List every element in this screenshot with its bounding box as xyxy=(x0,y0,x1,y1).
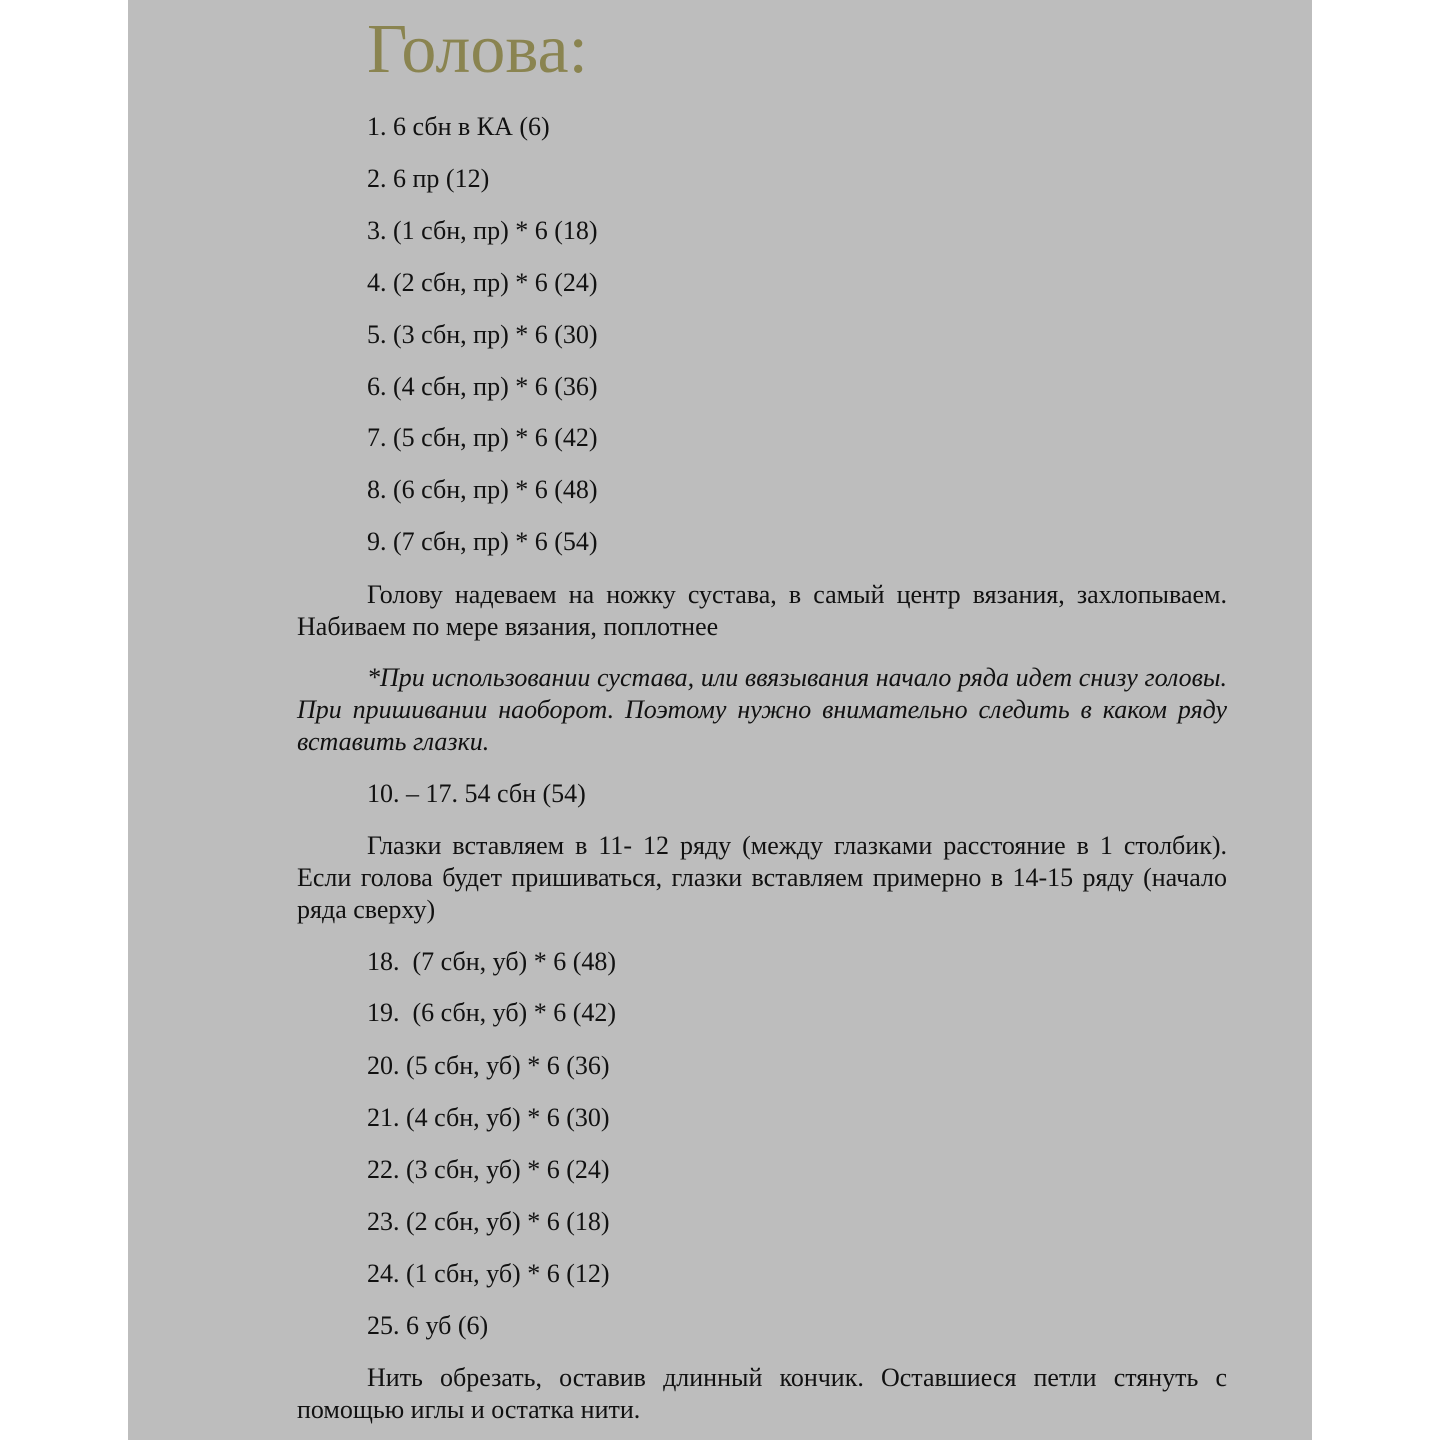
pattern-row: 8. (6 сбн, пр) * 6 (48) xyxy=(367,475,598,504)
instruction-paragraph: Голову надеваем на ножку сустава, в самый центр вязания, захлопываем. Набиваем по мере вязания, поплотнее xyxy=(297,580,1227,641)
page-title: Голова: xyxy=(367,11,588,88)
pattern-row: 7. (5 сбн, пр) * 6 (42) xyxy=(367,423,598,452)
pattern-row: 22. (3 сбн, уб) * 6 (24) xyxy=(367,1155,610,1184)
pattern-row: 21. (4 сбн, уб) * 6 (30) xyxy=(367,1103,610,1132)
pattern-row: 10. – 17. 54 сбн (54) xyxy=(367,779,586,808)
italic-note: *При использовании сустава, или ввязывания начало ряда идет снизу головы. При пришивании наоборот. Поэтому нужно внимательно следить в каком ряду вставить глазки. xyxy=(297,663,1227,756)
pattern-row: 9. (7 сбн, пр) * 6 (54) xyxy=(367,527,598,556)
pattern-row: 4. (2 сбн, пр) * 6 (24) xyxy=(367,268,598,297)
pattern-row: 23. (2 сбн, уб) * 6 (18) xyxy=(367,1207,610,1236)
pattern-row: 2. 6 пр (12) xyxy=(367,164,490,193)
pattern-row: 18. (7 сбн, уб) * 6 (48) xyxy=(367,947,617,976)
pattern-row: 5. (3 сбн, пр) * 6 (30) xyxy=(367,320,598,349)
pattern-row: 25. 6 уб (6) xyxy=(367,1311,489,1340)
eyes-paragraph: Глазки вставляем в 11- 12 ряду (между глазками расстояние в 1 столбик). Если голова будет пришиваться, глазки вставляем примерно в 14-15 ряду (начало ряда сверху) xyxy=(297,831,1227,924)
pattern-row: 1. 6 сбн в КА (6) xyxy=(367,112,550,141)
finish-paragraph: Нить обрезать, оставив длинный кончик. Оставшиеся петли стянуть с помощью иглы и остатка нити. xyxy=(297,1363,1227,1424)
pattern-row: 6. (4 сбн, пр) * 6 (36) xyxy=(367,372,598,401)
pattern-row: 20. (5 сбн, уб) * 6 (36) xyxy=(367,1051,610,1080)
document-page xyxy=(128,0,1312,1440)
pattern-row: 3. (1 сбн, пр) * 6 (18) xyxy=(367,216,598,245)
pattern-row: 19. (6 сбн, уб) * 6 (42) xyxy=(367,998,617,1027)
pattern-row: 24. (1 сбн, уб) * 6 (12) xyxy=(367,1259,610,1288)
